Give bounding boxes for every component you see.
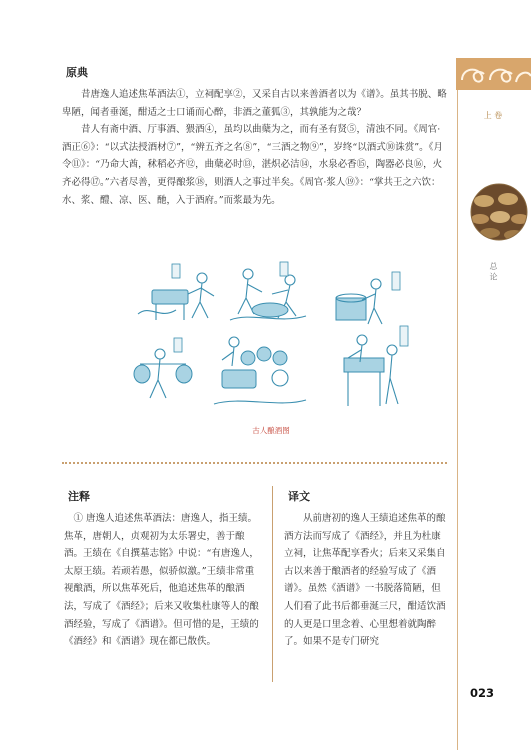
yuandian-paragraph-2: 昔人有斋中酒、厅事酒、猥酒④，虽均以曲蘖为之，而有圣有贤⑤，清浊不同。《周官·酒正⑥》：“以式法授酒材⑦”，“辨五齐之名⑧”，“三酒之物⑨”，岁终“以酒式⑩诛赏”。《月令⑪》：“乃命大酋，秫稻必齐⑫，曲蘖必时⑬，湛炽必洁⑭，水泉必香⑮，陶器必良⑯，火齐必得⑰。”六者尽善，更得酿浆⑱，则酒人之事过半矣。《周官·浆人⑲》：“掌共王之六饮：水、浆、醴、凉、医、酏，入于酒府。”而浆最为先。 <box>62 124 443 206</box>
column-divider <box>272 486 273 682</box>
section-title-yuandian: 原典 <box>66 66 88 79</box>
side-column-line <box>457 60 458 750</box>
section-divider <box>62 462 447 464</box>
illustration-panel-distill <box>336 272 400 324</box>
notes-body: ① 唐逸人追述焦革酒法：唐逸人，指王绩。焦革，唐朝人，贞观初为太乐署史，善于酿酒。王绩在《自撰墓志铭》中说：“有唐逸人，太原王绩。若顽若愚，似骄似激。”王绩非常重视酿酒，所以焦革死后，他追述焦革的酿酒法，写成了《酒经》；后来又收集杜康等人的酿酒经验，写成了《酒谱》。但可惜的是，王绩的《酒经》和《酒谱》现在都已散佚。 <box>64 513 259 648</box>
page-number: 023 <box>470 686 495 700</box>
brewing-illustration <box>130 258 412 418</box>
section-title-translation: 译文 <box>288 490 310 503</box>
illustration-panel-mash <box>230 262 306 320</box>
volume-ornament <box>456 58 531 90</box>
yuandian-paragraph-1: 昔唐逸人追述焦革酒法①，立祠配享②，又采自古以来善酒者以为《谱》。虽其书脱、略卑陋，闻者垂涎，酣适之士口诵而心醉，非酒之董狐③，其孰能为之哉？ <box>62 89 447 118</box>
illustration-caption: 古人酿酒图 <box>252 426 290 435</box>
illustration-panel-brew <box>344 326 408 406</box>
ornament-cloud-icon <box>456 58 531 90</box>
yuandian-body <box>62 86 447 209</box>
chapter-label-text: 总 论 <box>489 262 498 281</box>
chapter-label <box>478 262 508 285</box>
wine-jars-image <box>470 183 528 241</box>
translation-body: 从前唐初的逸人王绩追述焦革的酿酒方法而写成了《酒经》，并且为杜康立祠，让焦革配享香火；后来又采集自古以来善于酿酒者的经验写成了《酒谱》。虽然《酒谱》一书脱落简陋，但人们看了此书后都垂涎三尺，酣适饮酒的人更是口里念着、心里想着就陶醉了。如果不是专门研究 <box>284 513 446 648</box>
illustration-panel-vats <box>214 337 306 404</box>
illustration-panel-grain <box>138 264 214 320</box>
side-column <box>457 60 531 750</box>
wine-jars-photo <box>470 183 528 241</box>
volume-label: 上 卷 <box>483 111 503 120</box>
illustration-panel-carry <box>134 338 192 398</box>
brewing-illustration-svg <box>130 258 412 418</box>
section-title-notes: 注释 <box>68 490 90 503</box>
